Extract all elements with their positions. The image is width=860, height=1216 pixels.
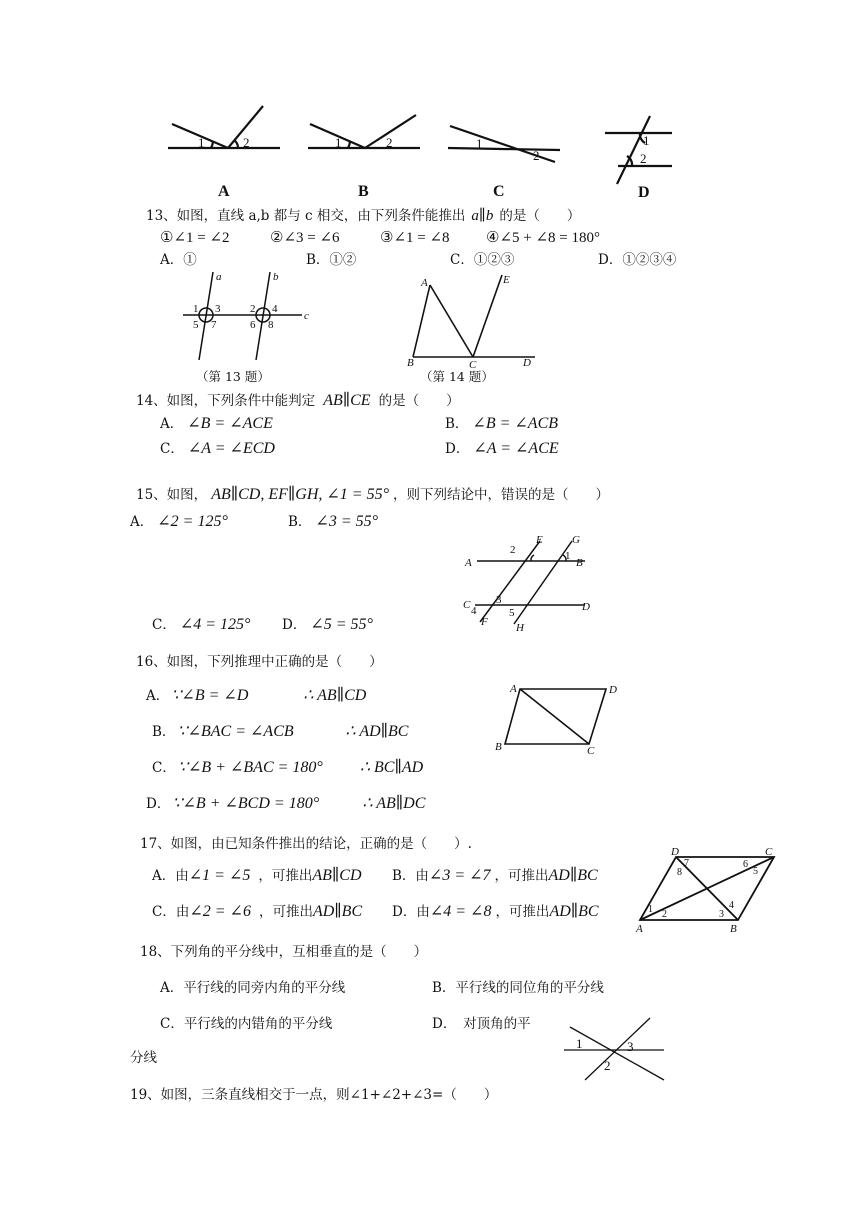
- q18-option-b[interactable]: B．平行线的同位角的平分线: [432, 980, 604, 996]
- q18-option-d-wrap: 分线: [130, 1050, 157, 1066]
- svg-text:6: 6: [250, 319, 256, 331]
- q13-cond-2: ②∠3 = ∠6: [270, 230, 340, 246]
- q15-option-a[interactable]: A． ∠2 = 125°: [130, 513, 228, 530]
- fig-label-c: C: [493, 183, 505, 200]
- svg-text:b: b: [273, 271, 279, 283]
- fig-label-a: A: [218, 183, 230, 200]
- svg-text:5: 5: [753, 866, 758, 877]
- svg-text:A: A: [465, 557, 472, 569]
- svg-text:D: D: [523, 357, 531, 369]
- svg-text:4: 4: [471, 605, 477, 617]
- svg-text:4: 4: [272, 303, 278, 315]
- q14-option-a[interactable]: A． ∠B = ∠ACE: [160, 415, 273, 432]
- q14-figure-caption: （第 14 题）: [420, 369, 494, 384]
- fig-d-angle1: 1: [643, 133, 650, 148]
- fig-b-angle2: 2: [386, 135, 393, 150]
- fig-a-angle2: 2: [243, 135, 250, 150]
- svg-text:3: 3: [627, 1039, 634, 1054]
- fig-d-angle2: 2: [640, 151, 647, 166]
- svg-text:8: 8: [677, 867, 682, 878]
- q15-option-c[interactable]: C． ∠4 = 125°: [152, 616, 251, 633]
- q15-stem: 15、如图， AB∥CD, EF∥GH, ∠1 = 55° ，则下列结论中，错误的是（ ）: [136, 486, 609, 503]
- q13-cond-3: ③∠1 = ∠8: [380, 230, 450, 246]
- q18-stem: 18、下列角的平分线中，互相垂直的是（ ）: [140, 944, 428, 960]
- svg-text:1: 1: [576, 1036, 583, 1051]
- svg-text:c: c: [304, 310, 309, 322]
- svg-text:2: 2: [604, 1058, 611, 1073]
- svg-text:3: 3: [496, 594, 502, 606]
- svg-text:C: C: [587, 745, 595, 757]
- q13-option-d[interactable]: D．①②③④: [598, 252, 677, 268]
- q13-option-a[interactable]: A．①: [160, 252, 197, 268]
- q18-option-c[interactable]: C．平行线的内错角的平分线: [160, 1016, 333, 1032]
- svg-text:2: 2: [510, 544, 516, 556]
- q13-stem-text: 13、如图，直线 a,b 都与 c 相交，由下列条件能推出: [146, 208, 466, 224]
- q13-figure-caption: （第 13 题）: [196, 369, 270, 384]
- q13-tail: 的是（ ）: [499, 208, 581, 224]
- q17-option-a[interactable]: A．由∠1 = ∠5 ，可推出AB∥CD: [152, 867, 362, 884]
- q16-option-d[interactable]: D． ∵∠B + ∠BCD = 180° ∴ AB∥DC: [146, 795, 426, 812]
- svg-text:C: C: [765, 846, 773, 858]
- svg-text:C: C: [469, 359, 477, 371]
- q17-option-d[interactable]: D．由∠4 = ∠8 ，可推出AD∥BC: [392, 903, 599, 920]
- svg-text:5: 5: [193, 319, 199, 331]
- q14-option-b[interactable]: B． ∠B = ∠ACB: [445, 415, 559, 432]
- q15-option-d[interactable]: D． ∠5 = 55°: [282, 616, 373, 633]
- q16-stem: 16、如图，下列推理中正确的是（ ）: [136, 654, 383, 670]
- svg-text:D: D: [582, 601, 590, 613]
- svg-text:4: 4: [729, 900, 734, 911]
- q14-option-c[interactable]: C． ∠A = ∠ECD: [160, 440, 275, 457]
- q16-option-a[interactable]: A． ∵∠B = ∠D ∴ AB∥CD: [146, 687, 367, 704]
- q17-stem: 17、如图，由已知条件推出的结论，正确的是（ ）.: [140, 836, 472, 852]
- q15-expr: AB∥CD, EF∥GH, ∠1 = 55°: [211, 486, 389, 503]
- svg-text:1: 1: [648, 904, 653, 915]
- q13-expr: a∥b: [471, 208, 494, 224]
- svg-text:2: 2: [662, 909, 667, 920]
- svg-text:6: 6: [743, 859, 748, 870]
- svg-text:3: 3: [215, 303, 221, 315]
- svg-text:2: 2: [250, 303, 256, 315]
- svg-text:D: D: [609, 684, 617, 696]
- svg-text:B: B: [730, 923, 737, 935]
- fig-label-d: D: [638, 184, 650, 201]
- svg-text:E: E: [536, 534, 543, 546]
- svg-text:1: 1: [193, 303, 199, 315]
- q14-expr: AB∥CE: [323, 392, 371, 409]
- q15-option-b[interactable]: B． ∠3 = 55°: [288, 513, 379, 530]
- svg-text:G: G: [572, 534, 580, 546]
- svg-text:7: 7: [211, 319, 217, 331]
- fig-label-b: B: [358, 183, 369, 200]
- svg-text:1: 1: [565, 550, 571, 562]
- svg-text:F: F: [481, 616, 488, 628]
- q16-option-b[interactable]: B． ∵∠BAC = ∠ACB ∴ AD∥BC: [152, 723, 409, 740]
- fig-c-angle2: 2: [533, 148, 540, 163]
- svg-text:a: a: [216, 271, 222, 283]
- svg-text:5: 5: [509, 607, 515, 619]
- svg-text:C: C: [463, 599, 471, 611]
- q14-stem: 14、如图，下列条件中能判定 AB∥CE 的是（ ）: [136, 392, 460, 409]
- q17-option-c[interactable]: C．由∠2 = ∠6 ，可推出AD∥BC: [152, 903, 363, 920]
- svg-text:B: B: [495, 741, 502, 753]
- svg-text:B: B: [576, 557, 583, 569]
- svg-text:7: 7: [684, 858, 689, 869]
- q19-stem: 19、如图，三条直线相交于一点，则∠1+∠2+∠3=（ ）: [130, 1087, 498, 1103]
- fig-c-angle1: 1: [476, 136, 483, 151]
- q13-option-c[interactable]: C．①②③: [450, 252, 515, 268]
- svg-text:B: B: [407, 357, 414, 369]
- q13-cond-4: ④∠5 + ∠8 = 180°: [486, 230, 601, 246]
- svg-text:8: 8: [268, 319, 274, 331]
- q18-option-d[interactable]: D． 对顶角的平: [432, 1016, 531, 1032]
- q17-option-b[interactable]: B．由∠3 = ∠7 ，可推出AD∥BC: [392, 867, 598, 884]
- svg-text:A: A: [421, 277, 428, 289]
- q18-option-a[interactable]: A．平行线的同旁内角的平分线: [160, 980, 346, 996]
- q13-cond-1: ①∠1 = ∠2: [160, 230, 230, 246]
- svg-text:A: A: [510, 683, 517, 695]
- q16-option-c[interactable]: C． ∵∠B + ∠BAC = 180° ∴ BC∥AD: [152, 759, 424, 776]
- svg-text:E: E: [503, 274, 510, 286]
- svg-text:A: A: [636, 923, 643, 935]
- fig-a-angle1: 1: [198, 135, 205, 150]
- q14-option-d[interactable]: D． ∠A = ∠ACE: [445, 440, 559, 457]
- svg-text:D: D: [671, 846, 679, 858]
- svg-text:3: 3: [719, 909, 724, 920]
- q13-option-b[interactable]: B．①②: [306, 252, 357, 268]
- fig-b-angle1: 1: [335, 135, 342, 150]
- svg-text:H: H: [516, 622, 524, 634]
